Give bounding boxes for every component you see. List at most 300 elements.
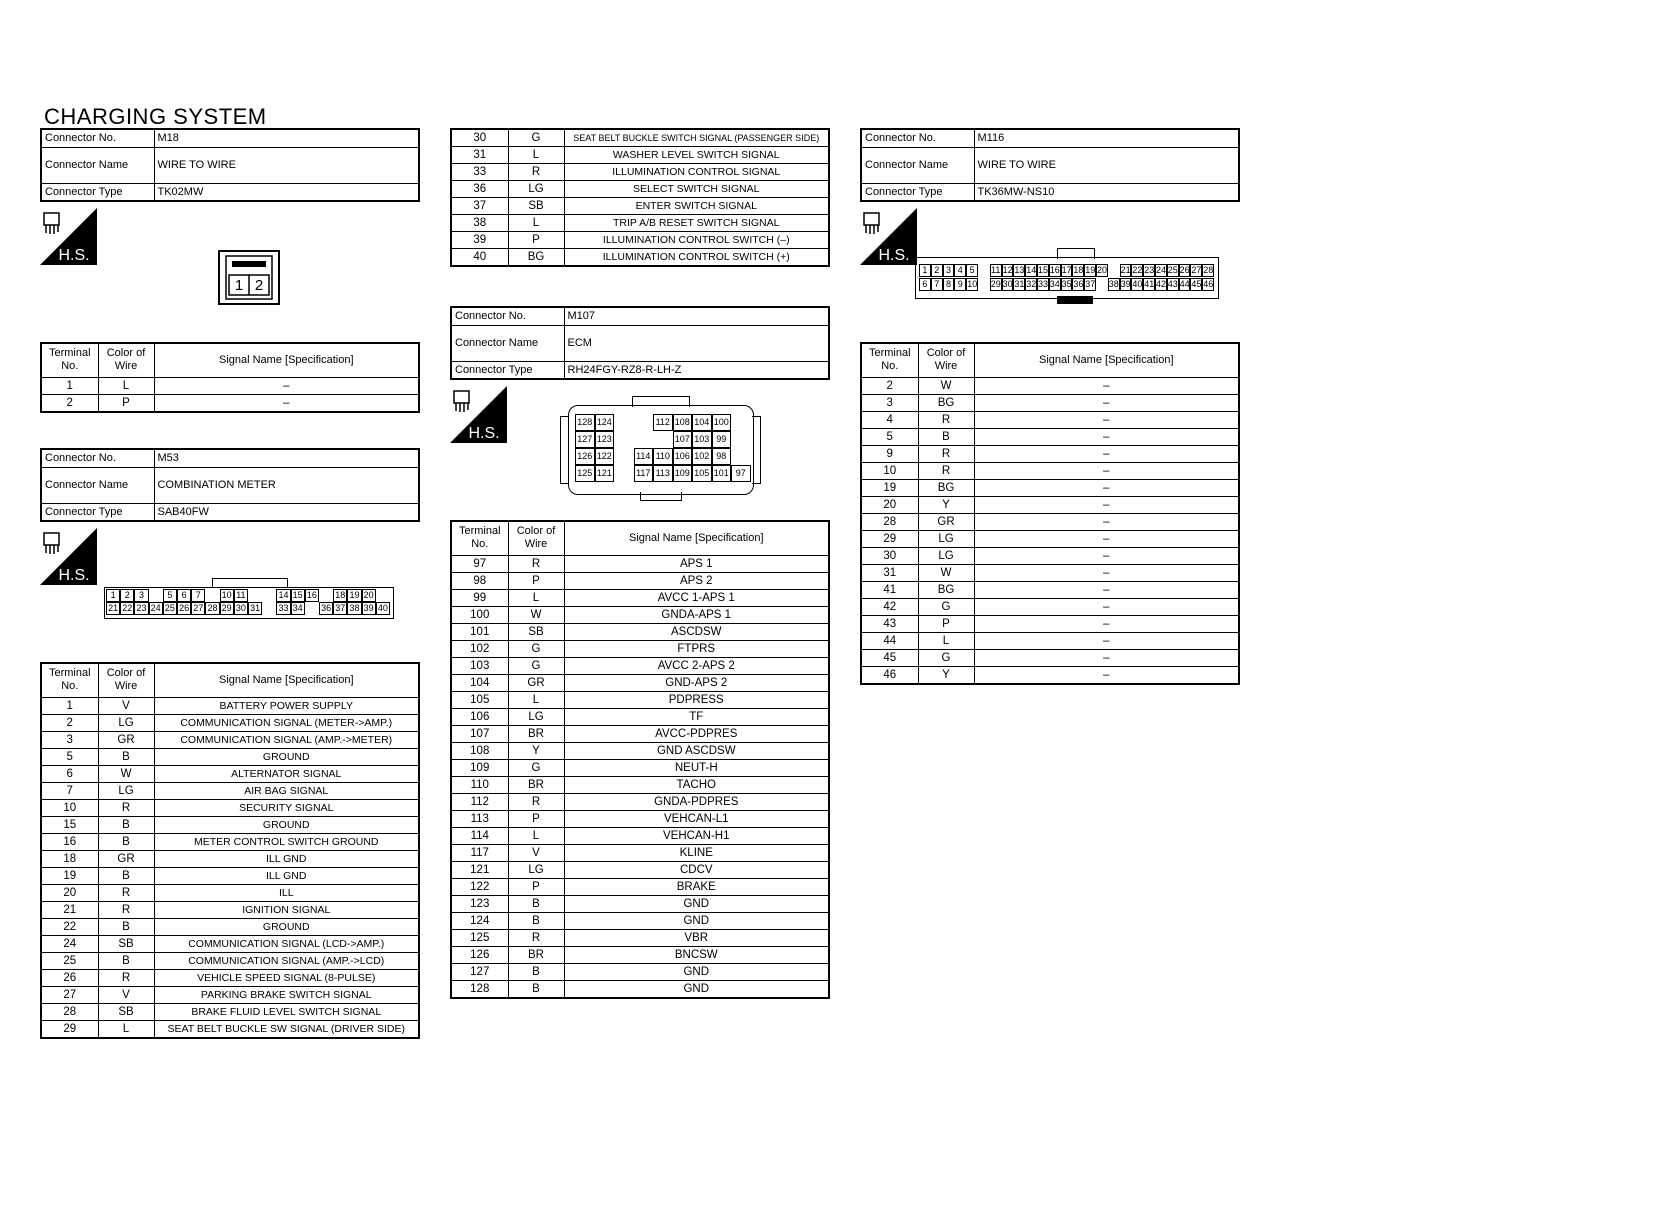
table-row (861, 632, 1239, 649)
connector-type: RH24FGY-RZ8-R-LH-Z (564, 361, 829, 379)
wire-color: SB (508, 623, 564, 640)
connector-pin: 103 (692, 431, 712, 448)
wire-color: W (508, 606, 564, 623)
table-row (451, 980, 829, 998)
table-row (451, 164, 829, 181)
wire-color: SB (98, 935, 154, 952)
connector-pin: 27 (191, 602, 205, 615)
connector-pin: 99 (712, 431, 732, 448)
signal-name: – (974, 666, 1239, 684)
table-row (451, 147, 829, 164)
terminal-no: 20 (861, 496, 918, 513)
terminal-no: 10 (41, 799, 98, 816)
wire-color: B (508, 912, 564, 929)
table-row (451, 691, 829, 708)
connector-pin: 17 (1061, 265, 1072, 275)
wire-color: BG (918, 581, 974, 598)
terminal-no: 107 (451, 725, 508, 742)
terminal-no: 3 (861, 394, 918, 411)
terminal-no: 36 (451, 181, 508, 198)
terminal-no: 22 (41, 918, 98, 935)
header-color: Color of Wire (918, 343, 974, 377)
table-row (861, 377, 1239, 394)
connector-no: M116 (974, 129, 1239, 147)
wire-color: BG (508, 249, 564, 267)
connector-pin: 24 (1156, 265, 1167, 275)
signal-name: AVCC 2-APS 2 (564, 657, 829, 674)
terminal-no: 46 (861, 666, 918, 684)
terminal-no: 108 (451, 742, 508, 759)
connector-pin: 97 (731, 465, 751, 482)
connector-pin: 1 (106, 589, 120, 602)
table-row (861, 411, 1239, 428)
terminal-no: 102 (451, 640, 508, 657)
connector-pin: 31 (1014, 279, 1025, 289)
header-signal: Signal Name [Specification] (974, 343, 1239, 377)
connector-pin: 14 (276, 589, 290, 602)
terminal-no: 38 (451, 215, 508, 232)
connector-pin: 42 (1156, 279, 1167, 289)
label-connector-name: Connector Name (451, 325, 564, 361)
signal-name: ASCDSW (564, 623, 829, 640)
wire-color: R (98, 799, 154, 816)
signal-name: VEHICLE SPEED SIGNAL (8-PULSE) (154, 969, 419, 986)
signal-name: BRAKE FLUID LEVEL SWITCH SIGNAL (154, 1003, 419, 1020)
wire-color: W (918, 564, 974, 581)
terminal-no: 16 (41, 833, 98, 850)
signal-name: – (154, 377, 419, 394)
signal-name: KLINE (564, 844, 829, 861)
signal-name: – (974, 377, 1239, 394)
terminal-no: 18 (41, 850, 98, 867)
wire-color: SB (508, 198, 564, 215)
signal-name: IGNITION SIGNAL (154, 901, 419, 918)
label-connector-type: Connector Type (861, 183, 974, 201)
connector-pin (614, 414, 634, 431)
wire-color: P (508, 878, 564, 895)
table-row (41, 697, 419, 714)
connector-type: TK36MW-NS10 (974, 183, 1239, 201)
signal-name: – (974, 496, 1239, 513)
signal-name: BRAKE (564, 878, 829, 895)
connector-pin (319, 589, 333, 602)
signal-name: – (974, 632, 1239, 649)
m53-terminal-table (40, 662, 420, 1039)
table-row (451, 606, 829, 623)
table-row (451, 776, 829, 793)
label-connector-no: Connector No. (451, 307, 564, 325)
connector-pin: 7 (191, 589, 205, 602)
wire-color: W (98, 765, 154, 782)
signal-name: – (974, 394, 1239, 411)
signal-name: GNDA-PDPRES (564, 793, 829, 810)
connector-pin: 2 (931, 264, 943, 277)
table-row (41, 1020, 419, 1038)
connector-pin: 21 (106, 602, 120, 615)
table-row (451, 844, 829, 861)
wire-color: B (508, 963, 564, 980)
connector-pin: 24 (149, 602, 163, 615)
signal-name: – (974, 479, 1239, 496)
connector-pin: 34 (1049, 279, 1060, 289)
connector-pin (634, 414, 654, 431)
connector-pin (1108, 264, 1120, 277)
table-row (861, 513, 1239, 530)
signal-name: ILL (154, 884, 419, 901)
signal-name: PARKING BRAKE SWITCH SIGNAL (154, 986, 419, 1003)
table-row (451, 640, 829, 657)
table-row (451, 589, 829, 606)
terminal-no: 98 (451, 572, 508, 589)
wire-color: LG (508, 181, 564, 198)
table-row (451, 674, 829, 691)
table-row (451, 572, 829, 589)
signal-name: COMMUNICATION SIGNAL (AMP.->LCD) (154, 952, 419, 969)
terminal-no: 2 (41, 714, 98, 731)
terminal-no: 29 (861, 530, 918, 547)
connector-pin: 18 (333, 589, 347, 602)
wire-color: P (508, 232, 564, 249)
connector-pin: 124 (595, 414, 615, 431)
signal-name: – (974, 564, 1239, 581)
signal-name: SELECT SWITCH SIGNAL (564, 181, 829, 198)
signal-name: VBR (564, 929, 829, 946)
terminal-no: 117 (451, 844, 508, 861)
connector-pin: 15 (1038, 265, 1049, 275)
terminal-no: 10 (861, 462, 918, 479)
pin-2: 2 (254, 277, 264, 294)
wire-color: SB (98, 1003, 154, 1020)
m107-terminal-table (450, 520, 830, 999)
wire-color: GR (98, 850, 154, 867)
wire-color: G (508, 759, 564, 776)
connector-pin: 30 (1002, 279, 1013, 289)
table-row (861, 428, 1239, 445)
connector-pin: 98 (712, 448, 732, 465)
signal-name: GND ASCDSW (564, 742, 829, 759)
table-row (451, 181, 829, 198)
terminal-no: 123 (451, 895, 508, 912)
wire-color: B (508, 895, 564, 912)
connector-pin: 11 (991, 265, 1001, 275)
m53-connector-face (104, 578, 392, 618)
table-row (451, 742, 829, 759)
wire-color: L (508, 827, 564, 844)
table-row (41, 833, 419, 850)
wire-color: B (98, 952, 154, 969)
m107-connector-face (560, 396, 760, 502)
signal-name: GND-APS 2 (564, 674, 829, 691)
connector-pin (262, 602, 276, 615)
terminal-no: 127 (451, 963, 508, 980)
signal-name: AVCC-PDPRES (564, 725, 829, 742)
table-row (451, 946, 829, 963)
wire-color: Y (508, 742, 564, 759)
signal-name: – (974, 530, 1239, 547)
terminal-no: 2 (861, 377, 918, 394)
terminal-no: 41 (861, 581, 918, 598)
m116-info (860, 128, 1240, 202)
terminal-no: 33 (451, 164, 508, 181)
connector-pin: 31 (248, 602, 262, 615)
terminal-no: 21 (41, 901, 98, 918)
table-row (451, 249, 829, 267)
signal-name: SECURITY SIGNAL (154, 799, 419, 816)
connector-pin: 2 (120, 589, 134, 602)
signal-name: SEAT BELT BUCKLE SWITCH SIGNAL (PASSENGER SIDE) (564, 129, 829, 147)
signal-name: TACHO (564, 776, 829, 793)
connector-pin: 102 (692, 448, 712, 465)
signal-name: – (974, 411, 1239, 428)
terminal-no: 110 (451, 776, 508, 793)
connector-pin: 45 (1191, 279, 1202, 289)
signal-name: – (154, 394, 419, 412)
connector-pin: 123 (595, 431, 615, 448)
table-row (41, 748, 419, 765)
connector-pin (614, 465, 634, 482)
m53-terminal-table-continued (450, 128, 830, 267)
terminal-no: 109 (451, 759, 508, 776)
table-row (41, 901, 419, 918)
connector-pin: 11 (234, 589, 248, 602)
table-row (451, 793, 829, 810)
connector-pin: 5 (163, 589, 177, 602)
table-row (41, 884, 419, 901)
label-connector-no: Connector No. (41, 449, 154, 467)
connector-pin: 40 (376, 602, 390, 615)
connector-pin: 16 (305, 589, 319, 602)
connector-pin: 108 (673, 414, 693, 431)
terminal-no: 45 (861, 649, 918, 666)
table-row (41, 1003, 419, 1020)
wire-color: LG (918, 530, 974, 547)
terminal-no: 103 (451, 657, 508, 674)
wire-color: R (508, 555, 564, 572)
terminal-no: 5 (41, 748, 98, 765)
terminal-no: 44 (861, 632, 918, 649)
connector-pin: 13 (1014, 265, 1025, 275)
wire-color: V (98, 986, 154, 1003)
wire-color: P (918, 615, 974, 632)
terminal-no: 1 (41, 377, 98, 394)
connector-pin: 23 (1144, 265, 1155, 275)
wire-color: R (918, 411, 974, 428)
signal-name: METER CONTROL SWITCH GROUND (154, 833, 419, 850)
connector-pin: 38 (1108, 279, 1119, 289)
connector-pin: 101 (712, 465, 732, 482)
connector-pin (305, 602, 319, 615)
signal-name: APS 1 (564, 555, 829, 572)
table-row (861, 445, 1239, 462)
terminal-no: 29 (41, 1020, 98, 1038)
connector-pin: 37 (333, 602, 347, 615)
terminal-no: 97 (451, 555, 508, 572)
connector-pin: 16 (1049, 265, 1060, 275)
wire-color: R (508, 793, 564, 810)
terminal-no: 101 (451, 623, 508, 640)
wire-color: G (918, 598, 974, 615)
header-color: Color of Wire (508, 521, 564, 555)
m116-connector-face (915, 248, 1220, 308)
table-row (451, 198, 829, 215)
label-connector-no: Connector No. (861, 129, 974, 147)
wire-color: LG (918, 547, 974, 564)
connector-pin: 26 (1179, 265, 1190, 275)
signal-name: NEUT-H (564, 759, 829, 776)
signal-name: GROUND (154, 918, 419, 935)
wire-color: P (98, 394, 154, 412)
wire-color: GR (98, 731, 154, 748)
wire-color: BR (508, 776, 564, 793)
table-row (861, 496, 1239, 513)
terminal-no: 4 (861, 411, 918, 428)
table-row (451, 963, 829, 980)
terminal-no: 122 (451, 878, 508, 895)
harness-side-icon (450, 386, 507, 443)
table-row (451, 929, 829, 946)
table-row (861, 598, 1239, 615)
table-row (861, 615, 1239, 632)
m18-info (40, 128, 420, 202)
table-row (861, 581, 1239, 598)
m18-terminal-table (40, 342, 420, 413)
connector-pin (978, 278, 990, 291)
signal-name: COMMUNICATION SIGNAL (LCD->AMP.) (154, 935, 419, 952)
table-row (861, 394, 1239, 411)
header-color: Color of Wire (98, 663, 154, 697)
connector-pin: 33 (276, 602, 290, 615)
wire-color: B (98, 918, 154, 935)
wire-color: Y (918, 496, 974, 513)
connector-pin: 39 (1120, 279, 1131, 289)
signal-name: ENTER SWITCH SIGNAL (564, 198, 829, 215)
table-row (41, 765, 419, 782)
table-row (41, 935, 419, 952)
connector-pin: 34 (291, 602, 305, 615)
wire-color: BR (508, 725, 564, 742)
signal-name: TRIP A/B RESET SWITCH SIGNAL (564, 215, 829, 232)
signal-name: FTPRS (564, 640, 829, 657)
connector-pin: 28 (205, 602, 219, 615)
signal-name: – (974, 598, 1239, 615)
wire-color: G (508, 640, 564, 657)
terminal-no: 9 (861, 445, 918, 462)
signal-name: – (974, 428, 1239, 445)
table-row (861, 666, 1239, 684)
connector-pin: 19 (347, 589, 361, 602)
signal-name: GND (564, 912, 829, 929)
signal-name: AIR BAG SIGNAL (154, 782, 419, 799)
table-row (41, 782, 419, 799)
connector-pin: 125 (575, 465, 595, 482)
terminal-no: 28 (861, 513, 918, 530)
terminal-no: 26 (41, 969, 98, 986)
connector-pin: 105 (692, 465, 712, 482)
connector-type: TK02MW (154, 183, 419, 201)
signal-name: VEHCAN-H1 (564, 827, 829, 844)
table-row (861, 649, 1239, 666)
connector-pin: 128 (575, 414, 595, 431)
hs-label: H.S. (58, 567, 90, 584)
table-row (451, 129, 829, 147)
table-row (451, 912, 829, 929)
connector-pin: 26 (177, 602, 191, 615)
signal-name: ILLUMINATION CONTROL SWITCH (+) (564, 249, 829, 267)
connector-pin: 36 (1073, 279, 1084, 289)
wire-color: BG (918, 394, 974, 411)
connector-pin: 12 (1002, 265, 1013, 275)
table-row (41, 867, 419, 884)
table-row (41, 952, 419, 969)
connector-pin: 1 (919, 264, 931, 277)
terminal-no: 5 (861, 428, 918, 445)
connector-pin: 27 (1191, 265, 1202, 275)
terminal-no: 106 (451, 708, 508, 725)
signal-name: – (974, 547, 1239, 564)
connector-pin: 9 (954, 278, 966, 291)
wire-color: BR (508, 946, 564, 963)
connector-pin: 32 (1026, 279, 1037, 289)
hs-label: H.S. (468, 425, 500, 442)
table-row (451, 555, 829, 572)
connector-name: WIRE TO WIRE (974, 147, 1239, 183)
connector-pin: 29 (220, 602, 234, 615)
connector-name: COMBINATION METER (154, 467, 419, 503)
table-row (451, 725, 829, 742)
terminal-no: 24 (41, 935, 98, 952)
terminal-no: 39 (451, 232, 508, 249)
terminal-no: 105 (451, 691, 508, 708)
table-row (861, 462, 1239, 479)
wire-color: GR (918, 513, 974, 530)
connector-pin: 109 (673, 465, 693, 482)
connector-type: SAB40FW (154, 503, 419, 521)
terminal-no: 42 (861, 598, 918, 615)
wire-color: G (508, 129, 564, 147)
wire-color: G (918, 649, 974, 666)
wire-color: LG (508, 708, 564, 725)
connector-pin: 18 (1073, 265, 1084, 275)
label-connector-type: Connector Type (451, 361, 564, 379)
wire-color: B (918, 428, 974, 445)
connector-pin: 23 (134, 602, 148, 615)
connector-pin: 15 (291, 589, 305, 602)
wire-color: LG (98, 782, 154, 799)
wire-color: R (508, 929, 564, 946)
terminal-no: 30 (861, 547, 918, 564)
connector-pin: 38 (347, 602, 361, 615)
wire-color: L (98, 1020, 154, 1038)
wire-color: L (918, 632, 974, 649)
wire-color: R (918, 445, 974, 462)
header-terminal: Terminal No. (41, 663, 98, 697)
terminal-no: 27 (41, 986, 98, 1003)
wire-color: LG (508, 861, 564, 878)
header-terminal: Terminal No. (41, 343, 98, 377)
connector-pin: 126 (575, 448, 595, 465)
signal-name: GNDA-APS 1 (564, 606, 829, 623)
connector-pin: 113 (653, 465, 673, 482)
signal-name: BATTERY POWER SUPPLY (154, 697, 419, 714)
terminal-no: 40 (451, 249, 508, 267)
connector-pin (653, 431, 673, 448)
connector-pin: 114 (634, 448, 654, 465)
terminal-no: 20 (41, 884, 98, 901)
wire-color: B (508, 980, 564, 998)
table-row (451, 810, 829, 827)
terminal-no: 3 (41, 731, 98, 748)
table-row (451, 708, 829, 725)
